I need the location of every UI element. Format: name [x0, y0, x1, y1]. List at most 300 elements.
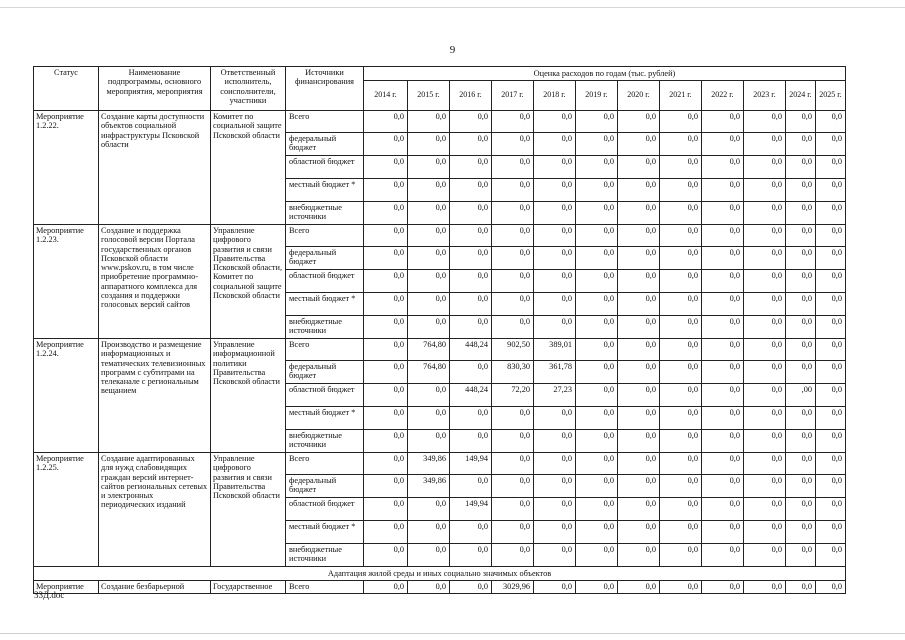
amount-cell: 0,0	[744, 475, 786, 498]
amount-cell: 0,0	[618, 179, 660, 202]
header-year: 2016 г.	[450, 81, 492, 111]
amount-cell: 0,0	[408, 498, 450, 521]
amount-cell: 0,0	[786, 581, 816, 594]
amount-cell: 0,0	[618, 453, 660, 475]
funding-source-cell: областной бюджет	[286, 156, 364, 179]
amount-cell: 0,0	[816, 521, 846, 544]
amount-cell: 0,0	[618, 384, 660, 407]
activity-name-cell: Создание карты доступности объектов социальной инфраструктуры Псковской области	[99, 111, 211, 225]
amount-cell: 0,0	[660, 111, 702, 133]
amount-cell: 0,0	[702, 475, 744, 498]
amount-cell: 0,0	[786, 316, 816, 339]
amount-cell: 0,0	[408, 430, 450, 453]
amount-cell: 0,0	[364, 316, 408, 339]
amount-cell: 0,0	[408, 247, 450, 270]
amount-cell: 0,0	[408, 202, 450, 225]
table-row	[34, 111, 846, 133]
amount-cell: 0,0	[744, 361, 786, 384]
table-row	[34, 453, 846, 475]
amount-cell: 0,0	[408, 225, 450, 247]
scan-artifact	[0, 633, 905, 634]
amount-cell: 3029,96	[492, 581, 534, 594]
funding-source-cell: областной бюджет	[286, 498, 364, 521]
amount-cell: 0,0	[492, 544, 534, 567]
amount-cell: 0,0	[576, 202, 618, 225]
amount-cell: 448,24	[450, 384, 492, 407]
amount-cell: 0,0	[744, 225, 786, 247]
amount-cell: 0,0	[492, 521, 534, 544]
header-executor: Ответственный исполнитель, соисполнители, участники	[211, 67, 286, 111]
table-body	[34, 111, 846, 594]
amount-cell: 0,0	[534, 316, 576, 339]
amount-cell: 0,0	[576, 316, 618, 339]
status-cell: Мероприятие 1.2.22.	[34, 111, 99, 225]
amount-cell: 0,0	[786, 225, 816, 247]
amount-cell: 0,0	[702, 453, 744, 475]
amount-cell: 0,0	[660, 498, 702, 521]
amount-cell: 0,0	[786, 270, 816, 293]
amount-cell: 0,0	[408, 384, 450, 407]
amount-cell: 0,0	[576, 361, 618, 384]
amount-cell: 0,0	[534, 453, 576, 475]
amount-cell: 0,0	[492, 202, 534, 225]
amount-cell: 0,0	[492, 225, 534, 247]
amount-cell: 0,0	[702, 581, 744, 594]
amount-cell: 0,0	[786, 247, 816, 270]
amount-cell: 0,0	[816, 498, 846, 521]
section-title: Адаптация жилой среды и иных социально значимых объектов	[34, 567, 846, 581]
amount-cell: 149,94	[450, 453, 492, 475]
amount-cell: 0,0	[534, 544, 576, 567]
funding-source-cell: внебюджетные источники	[286, 202, 364, 225]
amount-cell: 0,0	[702, 339, 744, 361]
amount-cell: 0,0	[618, 247, 660, 270]
amount-cell: 0,0	[534, 581, 576, 594]
amount-cell: 0,0	[408, 179, 450, 202]
amount-cell: 0,0	[744, 384, 786, 407]
amount-cell: 0,0	[660, 179, 702, 202]
header-year: 2020 г.	[618, 81, 660, 111]
amount-cell: 0,0	[492, 133, 534, 156]
status-cell: Мероприятие	[34, 581, 99, 594]
amount-cell: 0,0	[702, 202, 744, 225]
amount-cell: 0,0	[450, 316, 492, 339]
amount-cell: 0,0	[408, 581, 450, 594]
amount-cell: 0,0	[660, 270, 702, 293]
amount-cell: 0,0	[816, 133, 846, 156]
amount-cell: 0,0	[534, 407, 576, 430]
amount-cell: 0,0	[534, 179, 576, 202]
amount-cell: 0,0	[492, 430, 534, 453]
amount-cell: 0,0	[450, 111, 492, 133]
executor-cell: Государственное	[211, 581, 286, 594]
amount-cell: 0,0	[744, 581, 786, 594]
amount-cell: 0,0	[786, 498, 816, 521]
amount-cell: 0,0	[492, 498, 534, 521]
amount-cell: 0,0	[408, 407, 450, 430]
header-year: 2015 г.	[408, 81, 450, 111]
amount-cell: 0,0	[576, 133, 618, 156]
amount-cell: 0,0	[450, 293, 492, 316]
amount-cell: 0,0	[576, 521, 618, 544]
amount-cell: 0,0	[702, 133, 744, 156]
amount-cell: 0,0	[364, 111, 408, 133]
amount-cell: 0,0	[618, 202, 660, 225]
amount-cell: 0,0	[816, 581, 846, 594]
amount-cell: 0,0	[786, 133, 816, 156]
amount-cell: 0,0	[576, 156, 618, 179]
amount-cell: 0,0	[364, 498, 408, 521]
amount-cell: 0,0	[534, 202, 576, 225]
amount-cell: 0,0	[744, 430, 786, 453]
amount-cell: 0,0	[816, 247, 846, 270]
amount-cell: 0,0	[576, 111, 618, 133]
amount-cell: 0,0	[364, 270, 408, 293]
amount-cell: 389,01	[534, 339, 576, 361]
amount-cell: 0,0	[534, 225, 576, 247]
amount-cell: 0,0	[660, 133, 702, 156]
header-status: Статус	[34, 67, 99, 111]
amount-cell: 149,94	[450, 498, 492, 521]
amount-cell: 0,0	[364, 430, 408, 453]
amount-cell: 0,0	[492, 111, 534, 133]
amount-cell: 448,24	[450, 339, 492, 361]
executor-cell: Комитет по социальной защите Псковской области	[211, 111, 286, 225]
amount-cell: 0,0	[618, 225, 660, 247]
amount-cell: 0,0	[702, 384, 744, 407]
table-row	[34, 581, 846, 594]
amount-cell: 0,0	[786, 407, 816, 430]
amount-cell: 0,0	[618, 339, 660, 361]
amount-cell: 0,0	[364, 407, 408, 430]
amount-cell: 902,50	[492, 339, 534, 361]
amount-cell: 0,0	[534, 133, 576, 156]
amount-cell: 0,0	[576, 293, 618, 316]
funding-source-cell: областной бюджет	[286, 270, 364, 293]
amount-cell: 0,0	[450, 544, 492, 567]
amount-cell: 0,0	[816, 270, 846, 293]
amount-cell: 0,0	[576, 179, 618, 202]
amount-cell: 0,0	[816, 111, 846, 133]
table-row	[34, 339, 846, 361]
amount-cell: 0,0	[744, 544, 786, 567]
footer-filename: 33Д.doc	[34, 590, 65, 600]
amount-cell: 0,0	[660, 475, 702, 498]
amount-cell: 0,0	[364, 361, 408, 384]
status-cell: Мероприятие 1.2.23.	[34, 225, 99, 339]
amount-cell: 0,0	[660, 407, 702, 430]
amount-cell: 0,0	[816, 179, 846, 202]
amount-cell: 0,0	[660, 247, 702, 270]
amount-cell: 0,0	[816, 339, 846, 361]
amount-cell: 0,0	[450, 225, 492, 247]
amount-cell: 0,0	[660, 453, 702, 475]
funding-source-cell: федеральный бюджет	[286, 133, 364, 156]
amount-cell: 0,0	[660, 430, 702, 453]
amount-cell: 0,0	[816, 407, 846, 430]
amount-cell: 0,0	[618, 521, 660, 544]
amount-cell: 0,0	[702, 156, 744, 179]
amount-cell: 0,0	[618, 111, 660, 133]
amount-cell: 0,0	[816, 293, 846, 316]
amount-cell: 0,0	[364, 247, 408, 270]
amount-cell: 0,0	[816, 453, 846, 475]
amount-cell: 0,0	[408, 293, 450, 316]
amount-cell: 0,0	[534, 293, 576, 316]
amount-cell: 0,0	[364, 544, 408, 567]
amount-cell: 0,0	[450, 179, 492, 202]
amount-cell: 0,0	[492, 270, 534, 293]
amount-cell: ,00	[786, 384, 816, 407]
amount-cell: 0,0	[534, 156, 576, 179]
activity-name-cell: Создание безбарьерной	[99, 581, 211, 594]
amount-cell: 0,0	[786, 156, 816, 179]
amount-cell: 0,0	[744, 247, 786, 270]
amount-cell: 0,0	[618, 293, 660, 316]
amount-cell: 0,0	[364, 384, 408, 407]
amount-cell: 0,0	[786, 453, 816, 475]
funding-source-cell: федеральный бюджет	[286, 361, 364, 384]
amount-cell: 0,0	[702, 270, 744, 293]
amount-cell: 0,0	[816, 225, 846, 247]
funding-source-cell: местный бюджет *	[286, 407, 364, 430]
amount-cell: 0,0	[744, 133, 786, 156]
amount-cell: 0,0	[364, 133, 408, 156]
amount-cell: 0,0	[576, 225, 618, 247]
page-number: 9	[449, 44, 456, 56]
executor-cell: Управление информационной политики Правительства Псковской области	[211, 339, 286, 453]
amount-cell: 0,0	[534, 111, 576, 133]
amount-cell: 0,0	[364, 475, 408, 498]
amount-cell: 764,80	[408, 361, 450, 384]
funding-source-cell: Всего	[286, 339, 364, 361]
amount-cell: 0,0	[702, 430, 744, 453]
amount-cell: 0,0	[576, 581, 618, 594]
amount-cell: 0,0	[816, 430, 846, 453]
amount-cell: 0,0	[816, 384, 846, 407]
amount-cell: 0,0	[450, 521, 492, 544]
amount-cell: 0,0	[450, 247, 492, 270]
amount-cell: 0,0	[660, 384, 702, 407]
header-year: 2024 г.	[786, 81, 816, 111]
amount-cell: 0,0	[702, 247, 744, 270]
amount-cell: 0,0	[816, 361, 846, 384]
amount-cell: 0,0	[576, 475, 618, 498]
amount-cell: 0,0	[618, 361, 660, 384]
amount-cell: 0,0	[744, 179, 786, 202]
funding-source-cell: внебюджетные источники	[286, 430, 364, 453]
amount-cell: 0,0	[618, 544, 660, 567]
amount-cell: 0,0	[450, 361, 492, 384]
amount-cell: 0,0	[702, 498, 744, 521]
amount-cell: 0,0	[492, 156, 534, 179]
amount-cell: 0,0	[786, 521, 816, 544]
amount-cell: 0,0	[744, 498, 786, 521]
funding-source-cell: внебюджетные источники	[286, 544, 364, 567]
amount-cell: 0,0	[744, 270, 786, 293]
amount-cell: 0,0	[492, 475, 534, 498]
amount-cell: 0,0	[660, 225, 702, 247]
amount-cell: 0,0	[576, 430, 618, 453]
amount-cell: 72,20	[492, 384, 534, 407]
amount-cell: 0,0	[618, 156, 660, 179]
amount-cell: 0,0	[618, 430, 660, 453]
amount-cell: 830,30	[492, 361, 534, 384]
amount-cell: 0,0	[492, 293, 534, 316]
funding-source-cell: федеральный бюджет	[286, 475, 364, 498]
amount-cell: 0,0	[618, 316, 660, 339]
amount-cell: 0,0	[408, 111, 450, 133]
header-year: 2021 г.	[660, 81, 702, 111]
amount-cell: 0,0	[618, 133, 660, 156]
amount-cell: 0,0	[364, 179, 408, 202]
amount-cell: 0,0	[450, 430, 492, 453]
amount-cell: 0,0	[576, 247, 618, 270]
header-sources: Источники финансирования	[286, 67, 364, 111]
amount-cell: 0,0	[408, 156, 450, 179]
amount-cell: 0,0	[534, 430, 576, 453]
amount-cell: 0,0	[534, 498, 576, 521]
header-year: 2025 г.	[816, 81, 846, 111]
scan-artifact	[0, 7, 905, 8]
amount-cell: 0,0	[408, 316, 450, 339]
amount-cell: 0,0	[576, 498, 618, 521]
funding-source-cell: Всего	[286, 111, 364, 133]
amount-cell: 0,0	[450, 475, 492, 498]
amount-cell: 27,23	[534, 384, 576, 407]
header-year: 2014 г.	[364, 81, 408, 111]
amount-cell: 0,0	[576, 544, 618, 567]
amount-cell: 0,0	[364, 225, 408, 247]
amount-cell: 0,0	[450, 133, 492, 156]
amount-cell: 0,0	[702, 544, 744, 567]
amount-cell: 0,0	[660, 339, 702, 361]
amount-cell: 0,0	[660, 521, 702, 544]
budget-table-wrapper	[33, 66, 846, 594]
amount-cell: 0,0	[576, 407, 618, 430]
amount-cell: 0,0	[364, 202, 408, 225]
funding-source-cell: внебюджетные источники	[286, 316, 364, 339]
executor-cell: Управление цифрового развития и связи Правительства Псковской области	[211, 453, 286, 567]
header-estimate: Оценка расходов по годам (тыс. рублей)	[364, 67, 846, 81]
amount-cell: 0,0	[576, 384, 618, 407]
amount-cell: 0,0	[702, 361, 744, 384]
funding-source-cell: Всего	[286, 453, 364, 475]
amount-cell: 0,0	[786, 179, 816, 202]
activity-name-cell: Производство и размещение информационных и тематических телевизионных программ с субтитрами на телеканале с региональным вещанием	[99, 339, 211, 453]
amount-cell: 0,0	[660, 202, 702, 225]
amount-cell: 0,0	[618, 270, 660, 293]
amount-cell: 0,0	[408, 521, 450, 544]
amount-cell: 0,0	[702, 293, 744, 316]
section-row	[34, 567, 846, 581]
amount-cell: 0,0	[744, 521, 786, 544]
amount-cell: 0,0	[660, 581, 702, 594]
header-year: 2019 г.	[576, 81, 618, 111]
status-cell: Мероприятие 1.2.25.	[34, 453, 99, 567]
amount-cell: 0,0	[660, 293, 702, 316]
status-cell: Мероприятие 1.2.24.	[34, 339, 99, 453]
amount-cell: 0,0	[744, 316, 786, 339]
header-year: 2018 г.	[534, 81, 576, 111]
amount-cell: 0,0	[702, 316, 744, 339]
amount-cell: 0,0	[786, 544, 816, 567]
amount-cell: 0,0	[816, 475, 846, 498]
amount-cell: 0,0	[702, 407, 744, 430]
amount-cell: 0,0	[576, 270, 618, 293]
amount-cell: 0,0	[534, 521, 576, 544]
amount-cell: 0,0	[786, 361, 816, 384]
amount-cell: 0,0	[576, 339, 618, 361]
amount-cell: 0,0	[702, 521, 744, 544]
amount-cell: 0,0	[660, 156, 702, 179]
amount-cell: 0,0	[492, 407, 534, 430]
amount-cell: 0,0	[702, 111, 744, 133]
amount-cell: 0,0	[364, 453, 408, 475]
amount-cell: 0,0	[618, 407, 660, 430]
table-row	[34, 225, 846, 247]
amount-cell: 0,0	[450, 581, 492, 594]
amount-cell: 0,0	[450, 270, 492, 293]
amount-cell: 0,0	[492, 316, 534, 339]
activity-name-cell: Создание адаптированных для нужд слабовидящих граждан версий интернет-сайтов региональных сетевых и электронных периодических изданий	[99, 453, 211, 567]
amount-cell: 0,0	[744, 111, 786, 133]
amount-cell: 0,0	[744, 453, 786, 475]
amount-cell: 361,78	[534, 361, 576, 384]
amount-cell: 0,0	[618, 475, 660, 498]
amount-cell: 0,0	[534, 270, 576, 293]
amount-cell: 0,0	[660, 316, 702, 339]
funding-source-cell: областной бюджет	[286, 384, 364, 407]
amount-cell: 0,0	[618, 581, 660, 594]
amount-cell: 0,0	[364, 521, 408, 544]
funding-source-cell: местный бюджет *	[286, 179, 364, 202]
budget-table	[33, 66, 846, 594]
executor-cell: Управление цифрового развития и связи Правительства Псковской области, Комитет по социальной защите Псковской области	[211, 225, 286, 339]
amount-cell: 0,0	[576, 453, 618, 475]
funding-source-cell: местный бюджет *	[286, 521, 364, 544]
amount-cell: 0,0	[816, 202, 846, 225]
amount-cell: 0,0	[786, 202, 816, 225]
funding-source-cell: Всего	[286, 581, 364, 594]
funding-source-cell: федеральный бюджет	[286, 247, 364, 270]
amount-cell: 0,0	[786, 339, 816, 361]
amount-cell: 349,86	[408, 453, 450, 475]
header-year: 2022 г.	[702, 81, 744, 111]
amount-cell: 0,0	[786, 111, 816, 133]
amount-cell: 0,0	[660, 361, 702, 384]
amount-cell: 0,0	[744, 156, 786, 179]
funding-source-cell: Всего	[286, 225, 364, 247]
header-year: 2017 г.	[492, 81, 534, 111]
amount-cell: 0,0	[786, 430, 816, 453]
amount-cell: 0,0	[492, 247, 534, 270]
activity-name-cell: Создание и поддержка голосовой версии Портала государственных органов Псковской области www.pskov.ru, в том числе приобретение программно-аппаратного комплекса для создания и поддержки голосовых версий сайтов	[99, 225, 211, 339]
amount-cell: 0,0	[534, 247, 576, 270]
amount-cell: 0,0	[744, 407, 786, 430]
amount-cell: 0,0	[364, 156, 408, 179]
header-year: 2023 г.	[744, 81, 786, 111]
amount-cell: 0,0	[816, 316, 846, 339]
amount-cell: 0,0	[364, 581, 408, 594]
amount-cell: 0,0	[450, 407, 492, 430]
amount-cell: 0,0	[816, 544, 846, 567]
amount-cell: 0,0	[744, 293, 786, 316]
amount-cell: 0,0	[744, 202, 786, 225]
amount-cell: 0,0	[408, 544, 450, 567]
amount-cell: 0,0	[618, 498, 660, 521]
amount-cell: 0,0	[702, 225, 744, 247]
